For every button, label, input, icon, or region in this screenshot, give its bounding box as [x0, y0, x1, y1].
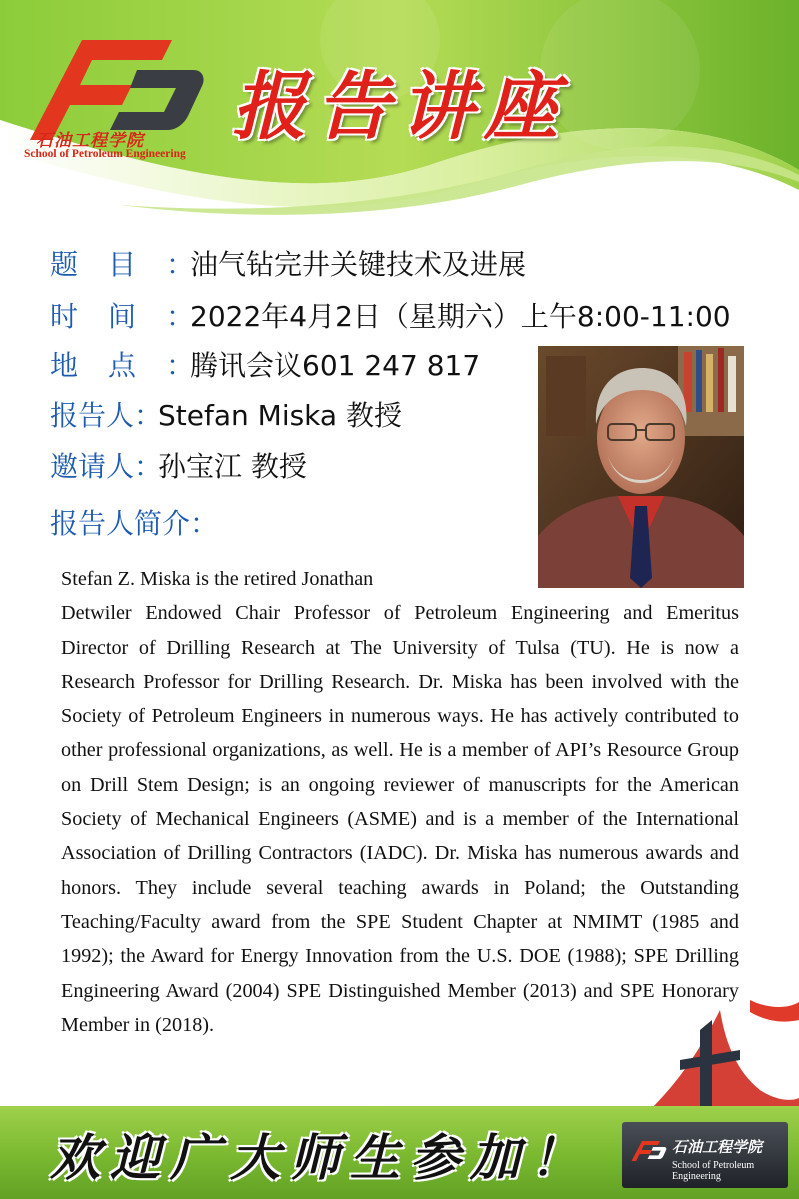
- welcome-slogan: 欢迎广大师生参加！: [50, 1128, 590, 1187]
- logo-chinese-name: 石油工程学院: [36, 131, 144, 151]
- speaker-photo: [538, 346, 744, 588]
- speaker-label: 报告人: [50, 399, 135, 432]
- bio-first-line: Stefan Z. Miska is the retired Jonathan: [61, 568, 374, 590]
- time-value: 2022年4月2日（星期六）上午8:00-11:00: [190, 300, 731, 333]
- time-colon: ：: [166, 300, 195, 333]
- place-label: 地点: [50, 349, 167, 382]
- bio-paragraph: Detwiler Endowed Chair Professor of Petroleum Engineering and Emeritus Director of Drilling Research at The University of Tulsa (TU). He is now a Research Professor for Drilling Research. Dr. Miska has been involved with the Society of Petroleum Engineers in numerous ways. He has actively contributed to other professional organizations, as well. He is a member of API’s Resource Group on Drill Stem Design; is an ongoing reviewer of manuscripts for the American Society of Mechanical Engineers (ASME) and is a member of the International Association of Drilling Contractors (IADC). Dr. Miska has numerous awards and honors. They include several teaching awards in Poland; the Outstanding Teaching/Faculty award from the SPE Student Chapter at NMIMT (1985 and 1992); the Award for Energy Innovation from the U.S. DOE (1988); SPE Drilling Engineering Award (2004) SPE Distinguished Member (2013) and SPE Honorary Member in (2018).: [61, 602, 739, 1036]
- time-row: [50, 297, 731, 337]
- footer-logo-icon: [630, 1136, 668, 1170]
- logo-english-name: School of Petroleum Engineering: [24, 148, 186, 160]
- speaker-value: Stefan Miska 教授: [158, 399, 402, 432]
- speaker-row: [50, 396, 402, 436]
- inviter-row: [50, 447, 307, 487]
- poster-title: 报告讲座: [232, 64, 568, 150]
- sculpture-icon: [640, 990, 799, 1120]
- bio-text: [61, 562, 739, 1042]
- topic-value: 油气钻完井关键技术及进展: [190, 248, 527, 281]
- footer-badge-en: School of Petroleum Engineering: [672, 1160, 755, 1182]
- topic-label: 题目: [50, 248, 167, 281]
- speaker-colon: ：: [134, 399, 163, 432]
- bio-heading: 报告人简介：: [50, 507, 219, 540]
- place-colon: ：: [166, 349, 195, 382]
- topic-colon: ：: [166, 248, 195, 281]
- place-value: 腾讯会议601 247 817: [190, 349, 481, 382]
- footer-badge-cn: 石油工程学院: [672, 1138, 763, 1156]
- time-label: 时间: [50, 300, 167, 333]
- inviter-colon: ：: [134, 450, 163, 483]
- inviter-label: 邀请人: [50, 450, 135, 483]
- place-row: [50, 346, 480, 386]
- inviter-value: 孙宝江 教授: [158, 450, 307, 483]
- topic-row: [50, 245, 526, 285]
